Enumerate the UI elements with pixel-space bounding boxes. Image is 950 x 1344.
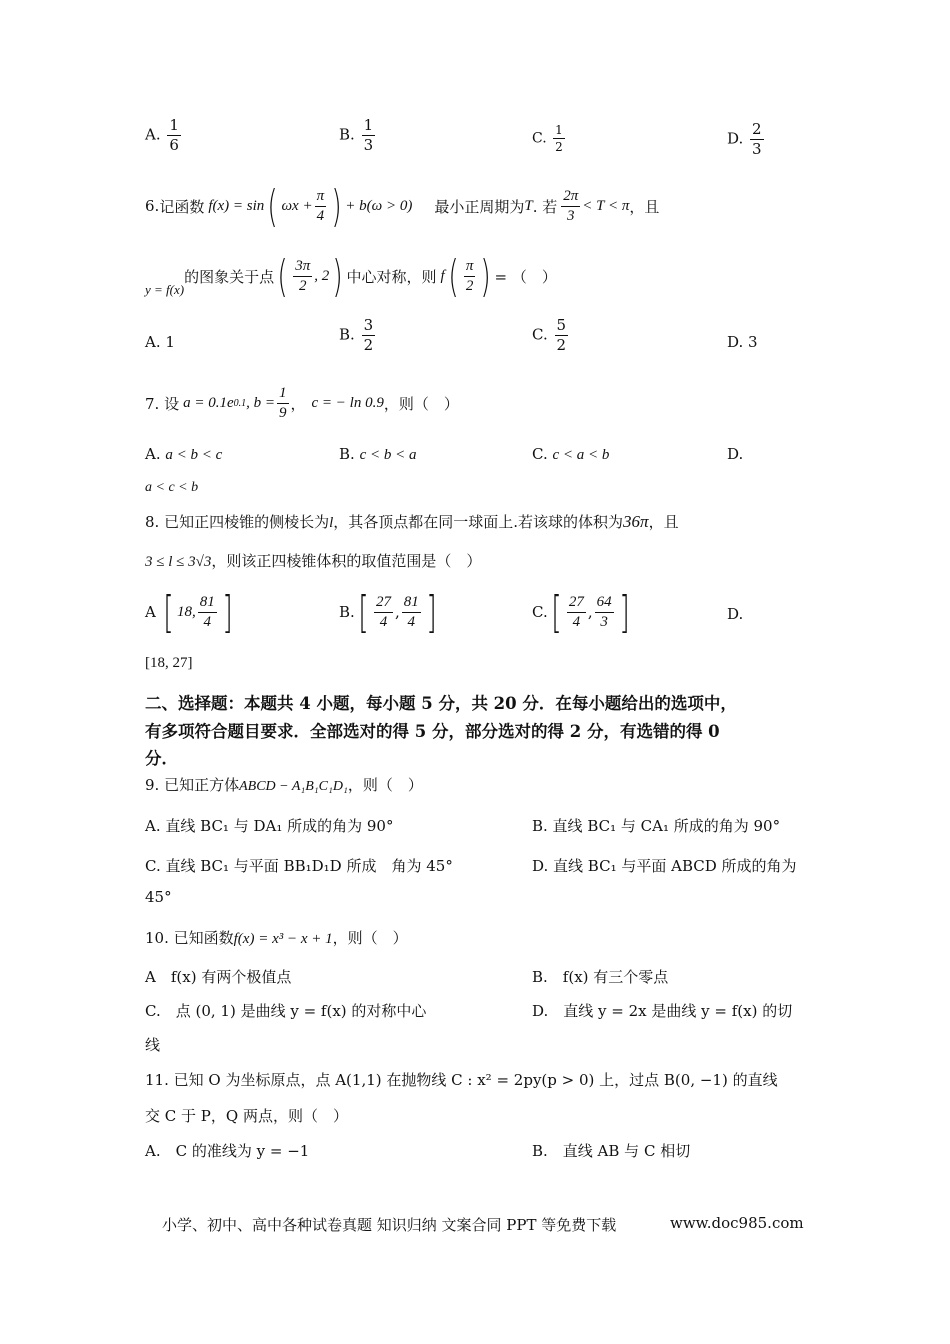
footer-url[interactable]: www.doc985.com: [670, 1214, 804, 1232]
q9-option-d-line1: D. 直线 BC₁ 与平面 ABCD 所成的角为: [532, 857, 797, 875]
q10-option-a: A f(x) 有两个极值点: [145, 968, 292, 986]
q6-option-c: C. $\frac{5}{2}$: [532, 316, 567, 354]
section2-line3: 分．: [145, 749, 178, 768]
q7-option-a: A. a < b < c: [145, 445, 223, 463]
q8-stem-line2: 3 ≤ l ≤ 3√3，则该正四棱锥体积的取值范围是（ ）: [145, 552, 482, 570]
q5-option-a: A. $\frac{1}{6}$: [145, 116, 179, 154]
q7-option-b: B. c < b < a: [339, 445, 417, 463]
q11-stem-line2: 交 C 于 P，Q 两点，则（ ）: [145, 1107, 348, 1125]
q6-stem-line1: 6. 记函数 f(x) = sin ( ωx + $\frac{\pi}{4}$ ) + b(ω > 0) 最小正周期为 T . 若 $\frac{2\pi}{3}$ < T < π ，且: [145, 180, 660, 232]
q9-option-a: A. 直线 BC₁ 与 DA₁ 所成的角为 90°: [145, 817, 394, 835]
q10-option-b: B. f(x) 有三个零点: [532, 968, 669, 986]
section2-line1: 二、选择题：本题共 4 小题，每小题 5 分，共 20 分．在每小题给出的选项中，: [145, 694, 737, 713]
q6-stem-line2: y = f(x) 的图象关于点 ( $\frac{3\pi}{2}$ , 2 ) 中心对称，则 f ( $\frac{\pi}{2}$ ) = （ ）: [145, 250, 557, 302]
q8-option-c: C. [ $\frac{27}{4}$ , $\frac{64}{3}$ ]: [532, 586, 630, 638]
q5-option-d: D. $\frac{2}{3}$: [727, 120, 762, 158]
q10-option-d-line1: D. 直线 y = 2x 是曲线 y = f(x) 的切: [532, 1002, 793, 1020]
q7-stem: 7. 设 a = 0.1e 0.1 , b = $\frac{1}{9}$ ， c = − ln 0.9 ，则（ ）: [145, 384, 459, 421]
q10-stem: 10. 已知函数f(x) = x³ − x + 1，则（ ）: [145, 929, 408, 947]
q9-option-c: C. 直线 BC₁ 与平面 BB₁D₁D 所成 角为 45°: [145, 857, 453, 875]
q8-option-a: A [ 18, $\frac{81}{4}$ ]: [145, 586, 233, 638]
q5-option-b: B. $\frac{1}{3}$: [339, 116, 374, 154]
q9-stem: 9. 已知正方体ABCD − A₁B₁C₁D₁，则（ ）: [145, 776, 423, 794]
q10-option-d-line2: 线: [145, 1036, 161, 1054]
q5-option-c: C. $\frac{1}{2}$: [532, 123, 563, 154]
q9-option-d-line2: 45°: [145, 888, 172, 906]
q6-option-a: A. 1: [145, 333, 175, 351]
section2-line2: 有多项符合题目要求．全部选对的得 5 分，部分选对的得 2 分，有选错的得 0: [145, 722, 720, 741]
q10-option-c: C. 点 (0, 1) 是曲线 y = f(x) 的对称中心: [145, 1002, 427, 1020]
q9-option-b: B. 直线 BC₁ 与 CA₁ 所成的角为 90°: [532, 817, 781, 835]
footer-text: 小学、初中、高中各种试卷真题 知识归纳 文案合同 PPT 等免费下载: [162, 1216, 617, 1234]
q6-option-d: D. 3: [727, 333, 758, 351]
q7-option-c: C. c < a < b: [532, 445, 610, 463]
q11-option-a: A. C 的准线为 y = −1: [145, 1142, 310, 1160]
q11-stem-line1: 11. 已知 O 为坐标原点，点 A(1,1) 在抛物线 C : x² = 2py(p > 0) 上，过点 B(0, −1) 的直线: [145, 1071, 778, 1089]
q11-option-b: B. 直线 AB 与 C 相切: [532, 1142, 691, 1160]
q8-stem-line1: 8. 已知正四棱锥的侧棱长为l，其各顶点都在同一球面上.若该球的体积为36π，且: [145, 512, 679, 531]
q6-option-b: B. $\frac{3}{2}$: [339, 316, 374, 354]
q8-option-d-value: [18, 27]: [145, 655, 193, 671]
q8-option-d-label: D.: [727, 605, 744, 623]
q7-option-d-value: a < c < b: [145, 480, 199, 495]
q7-option-d-label: D.: [727, 445, 744, 463]
q8-option-b: B. [ $\frac{27}{4}$ , $\frac{81}{4}$ ]: [339, 586, 437, 638]
